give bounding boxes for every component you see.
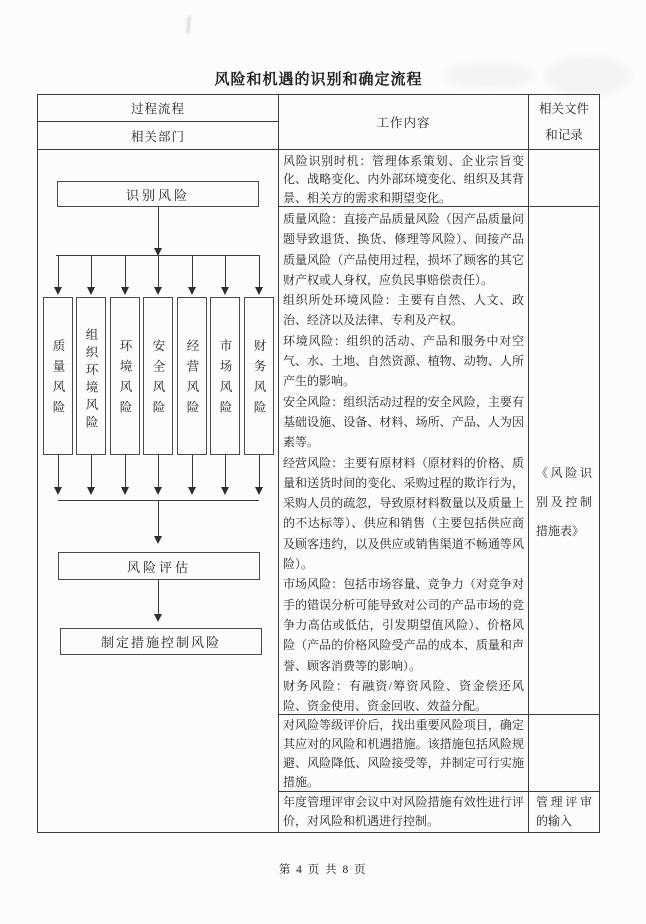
risk-type-box: 环境风险 (110, 297, 140, 455)
flow-connector (91, 255, 92, 288)
risk-type-box: 财务风险 (244, 297, 274, 455)
arrow-down-icon (221, 487, 229, 495)
flow-connector (259, 255, 260, 288)
related-doc-row4: 管理评审的输入 (536, 795, 592, 828)
work-content-row2 (279, 207, 529, 715)
arrow-down-icon (221, 287, 229, 295)
flowchart-cell (38, 150, 279, 832)
flow-connector (158, 580, 159, 615)
arrow-down-icon (154, 614, 162, 622)
process-table (37, 94, 600, 833)
flow-connector (192, 455, 193, 488)
arrow-down-icon (154, 536, 162, 544)
arrow-down-icon (54, 287, 62, 295)
arrow-down-icon (121, 287, 129, 295)
arrow-down-icon (154, 287, 162, 295)
flow-connector (58, 455, 59, 488)
arrow-down-icon (87, 487, 95, 495)
control-measures-box: 制定措施控制风险 (60, 628, 262, 655)
flow-connector (259, 455, 260, 488)
work-paragraph: 市场风险：包括市场容量、竞争力（对竞争对手的错误分析可能导致对公司的产品市场的竞争力高估或低估，引发期望值风险）、价格风险（产品的价格风险受产品的成本、质量和声誉、顾客消费等的影响）。 (283, 577, 524, 673)
work-content-row1: 风险识别时机：管理体系策划、企业宗旨变化、战略变化、内外部环境变化、组织及其背景、相关方的需求和期望变化。 (279, 150, 529, 207)
risk-type-box: 市场风险 (210, 297, 240, 455)
related-doc-row2: 《风险识别及控制措施表》 (529, 207, 599, 715)
header-process-flow: 过程流程 (38, 95, 279, 122)
identify-risk-box: 识别风险 (57, 181, 259, 207)
arrow-down-icon (54, 487, 62, 495)
risk-type-box: 质量风险 (43, 297, 73, 455)
work-content-row4: 年度管理评审会议中对风险措施有效性进行评价，对风险和机遇进行控制。 (279, 792, 529, 832)
work-paragraph: 环境风险：组织的活动、产品和服务中对空气、水、土地、自然资源、植物、动物、人所产生的影响。 (283, 333, 524, 389)
arrow-down-icon (121, 487, 129, 495)
work-content-row3: 对风险等级评价后，找出重要风险项目，确定其应对的风险和机遇措施。该措施包括风险规避、风险降低、风险接受等，并制定可行实施措施。 (279, 715, 529, 792)
work-paragraph: 安全风险：组织活动过程的安全风险，主要有基础设施、设备、材料、场所、产品、人为因素等。 (283, 394, 524, 450)
arrow-down-icon (188, 287, 196, 295)
flow-connector (158, 455, 159, 488)
flow-connector (192, 255, 193, 288)
flow-connector (158, 500, 159, 536)
related-doc-row1 (529, 150, 599, 207)
flow-connector (125, 455, 126, 488)
arrow-down-icon (154, 487, 162, 495)
related-doc-row3 (529, 715, 599, 792)
flow-connector (225, 455, 226, 488)
work-paragraph: 质量风险：直接产品质量风险（因产品质量问题导致退货、换货、修理等风险）、间接产品质量风险（产品使用过程，损坏了顾客的其它财产权或人身权，应负民事赔偿责任）。 (283, 212, 524, 287)
work-paragraph: 组织所处环境风险：主要有自然、人文、政治、经济以及法律、专利及产权。 (283, 293, 524, 328)
arrow-down-icon (188, 487, 196, 495)
scan-artifact (186, 16, 191, 34)
document-title: 风险和机遇的识别和确定流程 (214, 72, 423, 88)
flow-connector (158, 255, 159, 288)
flow-connector (91, 455, 92, 488)
risk-type-box: 经营风险 (177, 297, 207, 455)
flow-connector (158, 207, 159, 248)
risk-type-box: 组织环境风险 (76, 297, 106, 455)
risk-assessment-box: 风险评估 (58, 552, 260, 580)
header-related-documents: 相关文件和记录 (529, 95, 599, 150)
arrow-down-icon (255, 487, 263, 495)
risk-type-box: 安全风险 (143, 297, 173, 455)
work-paragraph: 财务风险：有融资/筹资风险、资金偿还风险、资金使用、资金回收、效益分配。 (283, 678, 524, 714)
header-related-departments: 相关部门 (38, 122, 279, 150)
page-footer: 第 4 页 共 8 页 (278, 864, 368, 876)
flow-connector (225, 255, 226, 288)
arrow-down-icon (87, 287, 95, 295)
work-paragraph: 经营风险：主要有原材料（原材料的价格、质量和送货时间的变化、采购过程的欺诈行为，采购人员的疏忽，导致原材料数量以及质量上的不达标等）、供应和销售（主要包括供应商及顾客违约，以及供应或销售渠道不畅通等风险）。 (283, 455, 524, 572)
flow-connector (58, 255, 59, 288)
header-work-content: 工作内容 (279, 95, 529, 150)
flow-connector (125, 255, 126, 288)
arrow-down-icon (255, 287, 263, 295)
